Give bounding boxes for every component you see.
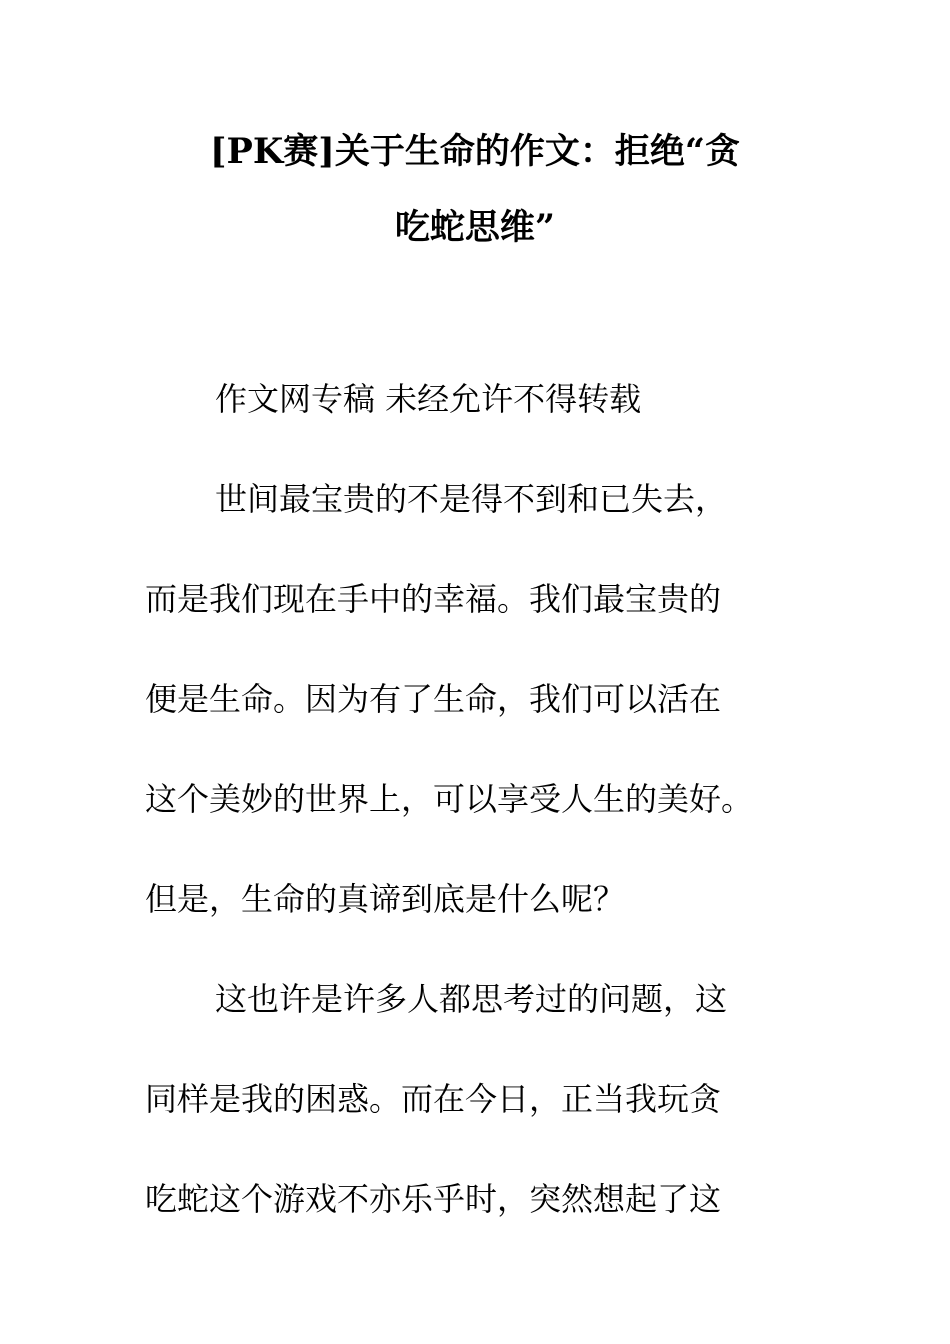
paragraph-line: 吃蛇这个游戏不亦乐乎时，突然想起了这 bbox=[145, 1180, 722, 1218]
paragraph-line: 这个美妙的世界上，可以享受人生的美好。 bbox=[145, 780, 754, 818]
document-title-line-2: 吃蛇思维” bbox=[394, 207, 556, 248]
paragraph-line: 但是，生命的真谛到底是什么呢？ bbox=[145, 880, 626, 918]
copyright-notice: 作文网专稿 未经允许不得转载 bbox=[215, 380, 642, 418]
paragraph-line: 世间最宝贵的不是得不到和已失去， bbox=[215, 480, 728, 518]
paragraph-line: 这也许是许多人都思考过的问题，这 bbox=[215, 980, 728, 1018]
paragraph-line: 而是我们现在手中的幸福。我们最宝贵的 bbox=[145, 580, 722, 618]
paragraph-line: 同样是我的困惑。而在今日，正当我玩贪 bbox=[145, 1080, 722, 1118]
paragraph-line: 便是生命。因为有了生命，我们可以活在 bbox=[145, 680, 722, 718]
document-title-line-1: [PK赛]关于生命的作文：拒绝“贪 bbox=[210, 131, 740, 172]
